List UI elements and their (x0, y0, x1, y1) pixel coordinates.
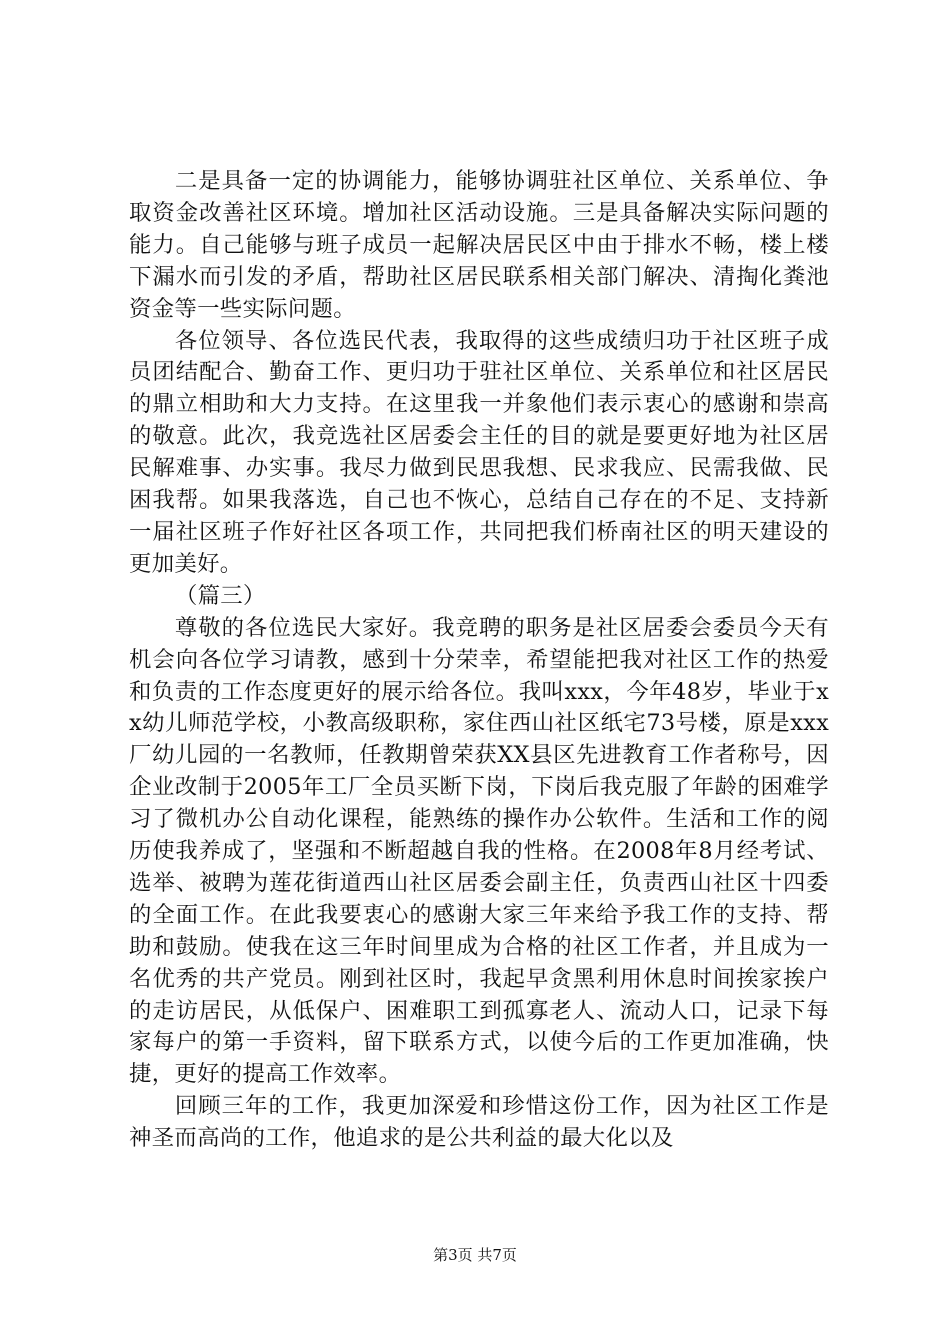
document-body (129, 166, 829, 1155)
page-footer: 第3页 共7页 (433, 1246, 517, 1264)
paragraph-thanks-and-goals: 各位领导、各位选民代表，我取得的这些成绩归功于社区班子成员团结配合、勤奋工作、更归功于驻社区单位、关系单位和社区居民的鼎立相助和大力支持。在这里我一并象他们表示衷心的感谢和崇高的敬意。此次，我竞选社区居委会主任的目的就是要更好地为社区居民解难事、办实事。我尽力做到民思我想、民求我应、民需我做、民困我帮。如果我落选，自己也不恢心，总结自己存在的不足、支持新一届社区班子作好社区各项工作，共同把我们桥南社区的明天建设的更加美好。 (129, 327, 829, 577)
paragraph-coordination-ability: 二是具备一定的协调能力，能够协调驻社区单位、关系单位、争取资金改善社区环境。增加社区活动设施。三是具备解决实际问题的能力。自己能够与班子成员一起解决居民区中由于排水不畅，楼上楼下漏水而引发的矛盾，帮助社区居民联系相关部门解决、清掏化粪池资金等一些实际问题。 (129, 168, 829, 322)
paragraph-review: 回顾三年的工作，我更加深爱和珍惜这份工作，因为社区工作是神圣而高尚的工作，他追求的是公共利益的最大化以及 (129, 1093, 829, 1152)
paragraph-self-introduction: 尊敬的各位选民大家好。我竞聘的职务是社区居委会委员今天有机会向各位学习请教，感到十分荣幸，希望能把我对社区工作的热爱和负责的工作态度更好的展示给各位。我叫xxx，今年48岁，毕业于xx幼儿师范学校，小教高级职称，家住西山社区纸宅73号楼，原是xxx厂幼儿园的一名教师，任教期曾荣获XX县区先进教育工作者称号，因企业改制于2005年工厂全员买断下岗，下岗后我克服了年龄的困难学习了微机办公自动化课程，能熟练的操作办公软件。生活和工作的阅历使我养成了，坚强和不断超越自我的性格。在2008年8月经考试、选举、被聘为莲花街道西山社区居委会副主任，负责西山社区十四委的全面工作。在此我要衷心的感谢大家三年来给予我工作的支持、帮助和鼓励。使我在这三年时间里成为合格的社区工作者，并且成为一名优秀的共产党员。刚到社区时，我起早贪黑利用休息时间挨家挨户的走访居民，从低保户、困难职工到孤寡老人、流动人口，记录下每家每户的第一手资料，留下联系方式，以使今后的工作更加准确，快捷，更好的提高工作效率。 (129, 614, 829, 1088)
section-heading: （篇三） (174, 582, 266, 609)
